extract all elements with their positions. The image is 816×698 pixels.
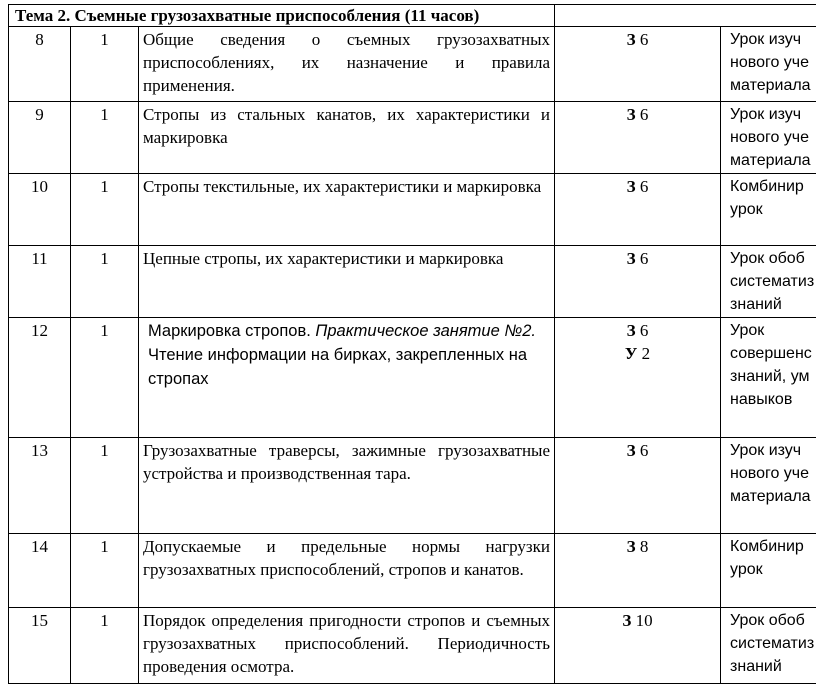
code-value: 6 — [639, 177, 649, 196]
practical-lesson-label: Практическое занятие №2. — [315, 322, 536, 340]
lesson-number: 10 — [9, 174, 71, 246]
lesson-type — [721, 27, 816, 102]
section-title-blank — [555, 5, 816, 27]
lesson-type — [721, 438, 816, 534]
lesson-topic — [139, 534, 555, 608]
lesson-type-line: материала — [730, 152, 811, 169]
lesson-topic-text — [148, 319, 550, 391]
lesson-number: 12 — [9, 318, 71, 438]
competency-code — [555, 608, 721, 684]
lesson-hours: 1 — [71, 174, 139, 246]
lesson-topic-text: Порядок определения пригодности стропов и съемных грузозахватных приспособлений. Периодичность проведения осмотра. — [143, 611, 551, 676]
lesson-type — [721, 246, 816, 318]
competency-code — [555, 318, 721, 438]
code-letter: З — [626, 177, 636, 196]
competency-code — [555, 438, 721, 534]
code-value: 10 — [635, 611, 653, 630]
lesson-type-line: навыков — [730, 391, 793, 408]
table-row — [9, 246, 816, 318]
table-row — [9, 102, 816, 174]
table-row — [9, 534, 816, 608]
table-row — [9, 438, 816, 534]
lesson-type-line: Комбинир — [730, 538, 804, 555]
lesson-topic — [139, 27, 555, 102]
lesson-number: 11 — [9, 246, 71, 318]
topic-text-part: Чтение информации на бирках, закрепленных на стропах — [148, 346, 528, 388]
competency-code — [555, 174, 721, 246]
code-letter: З — [626, 249, 636, 268]
lesson-type-line: Урок изуч — [730, 106, 802, 123]
lesson-type-line: Урок — [730, 322, 765, 339]
lesson-number: 14 — [9, 534, 71, 608]
lesson-type — [721, 102, 816, 174]
code-letter: У — [624, 344, 638, 363]
code-letter: З — [626, 537, 636, 556]
lesson-hours: 1 — [71, 27, 139, 102]
lesson-topic-text: Цепные стропы, их характеристики и маркировка — [143, 249, 504, 268]
code-letter: З — [622, 611, 632, 630]
lesson-type-line: знаний, ум — [730, 368, 810, 385]
competency-code — [555, 27, 721, 102]
code-value: 6 — [639, 30, 649, 49]
lesson-type-line: материала — [730, 77, 811, 94]
lesson-type — [721, 318, 816, 438]
lesson-type-line: Комбинир — [730, 178, 804, 195]
lesson-type-line: знаний — [730, 658, 782, 675]
code-letter: З — [626, 441, 636, 460]
lesson-number: 9 — [9, 102, 71, 174]
code-line — [555, 342, 720, 365]
lesson-hours: 1 — [71, 246, 139, 318]
code-value: 6 — [639, 441, 649, 460]
code-value: 6 — [639, 321, 649, 340]
lesson-topic — [139, 608, 555, 684]
lesson-type — [721, 608, 816, 684]
lesson-type-line: систематиз — [730, 635, 815, 652]
competency-code — [555, 246, 721, 318]
lesson-plan-table — [8, 4, 816, 684]
code-letter: З — [626, 30, 636, 49]
topic-text-part: Маркировка стропов. — [148, 322, 316, 340]
section-title: Тема 2. Съемные грузозахватные приспособления (11 часов) — [9, 5, 555, 27]
lesson-type-line: систематиз — [730, 273, 815, 290]
lesson-type-line: Урок изуч — [730, 442, 802, 459]
code-value: 6 — [639, 249, 649, 268]
code-letter: З — [626, 105, 636, 124]
lesson-type — [721, 174, 816, 246]
table-row — [9, 174, 816, 246]
lesson-topic-text: Стропы текстильные, их характеристики и маркировка — [143, 177, 542, 196]
lesson-type-line: знаний — [730, 296, 782, 313]
section-header-row — [9, 5, 816, 27]
competency-code — [555, 534, 721, 608]
lesson-type-line: Урок обоб — [730, 612, 805, 629]
table-row — [9, 27, 816, 102]
lesson-topic-text: Допускаемые и предельные нормы нагрузки грузозахватных приспособлений, стропов и канатов. — [143, 537, 551, 579]
code-letter: З — [626, 321, 636, 340]
lesson-topic-text: Общие сведения о съемных грузозахватных приспособлениях, их назначение и правила применения. — [143, 30, 551, 95]
table-row — [9, 318, 816, 438]
lesson-number: 8 — [9, 27, 71, 102]
lesson-number: 13 — [9, 438, 71, 534]
lesson-type-line: Урок изуч — [730, 31, 802, 48]
table-row — [9, 608, 816, 684]
code-value: 6 — [639, 105, 649, 124]
lesson-number: 15 — [9, 608, 71, 684]
lesson-hours: 1 — [71, 438, 139, 534]
code-line — [555, 319, 720, 342]
lesson-hours: 1 — [71, 318, 139, 438]
lesson-type-line: нового уче — [730, 465, 810, 482]
lesson-type-line: нового уче — [730, 54, 810, 71]
lesson-hours: 1 — [71, 102, 139, 174]
lesson-topic — [139, 174, 555, 246]
lesson-topic — [139, 438, 555, 534]
lesson-topic-text: Грузозахватные траверсы, зажимные грузозахватные устройства и производственная тара. — [143, 441, 551, 483]
lesson-type-line: совершенс — [730, 345, 812, 362]
lesson-topic — [139, 318, 555, 438]
lesson-hours: 1 — [71, 534, 139, 608]
lesson-type-line: Урок обоб — [730, 250, 805, 267]
lesson-topic — [139, 246, 555, 318]
code-value: 8 — [639, 537, 649, 556]
lesson-hours: 1 — [71, 608, 139, 684]
code-value: 2 — [641, 344, 651, 363]
lesson-type-line: материала — [730, 488, 811, 505]
lesson-type — [721, 534, 816, 608]
lesson-topic-text: Стропы из стальных канатов, их характеристики и маркировка — [143, 105, 551, 147]
lesson-type-line: урок — [730, 561, 763, 578]
competency-code — [555, 102, 721, 174]
lesson-type-line: нового уче — [730, 129, 810, 146]
lesson-topic — [139, 102, 555, 174]
lesson-type-line: урок — [730, 201, 763, 218]
